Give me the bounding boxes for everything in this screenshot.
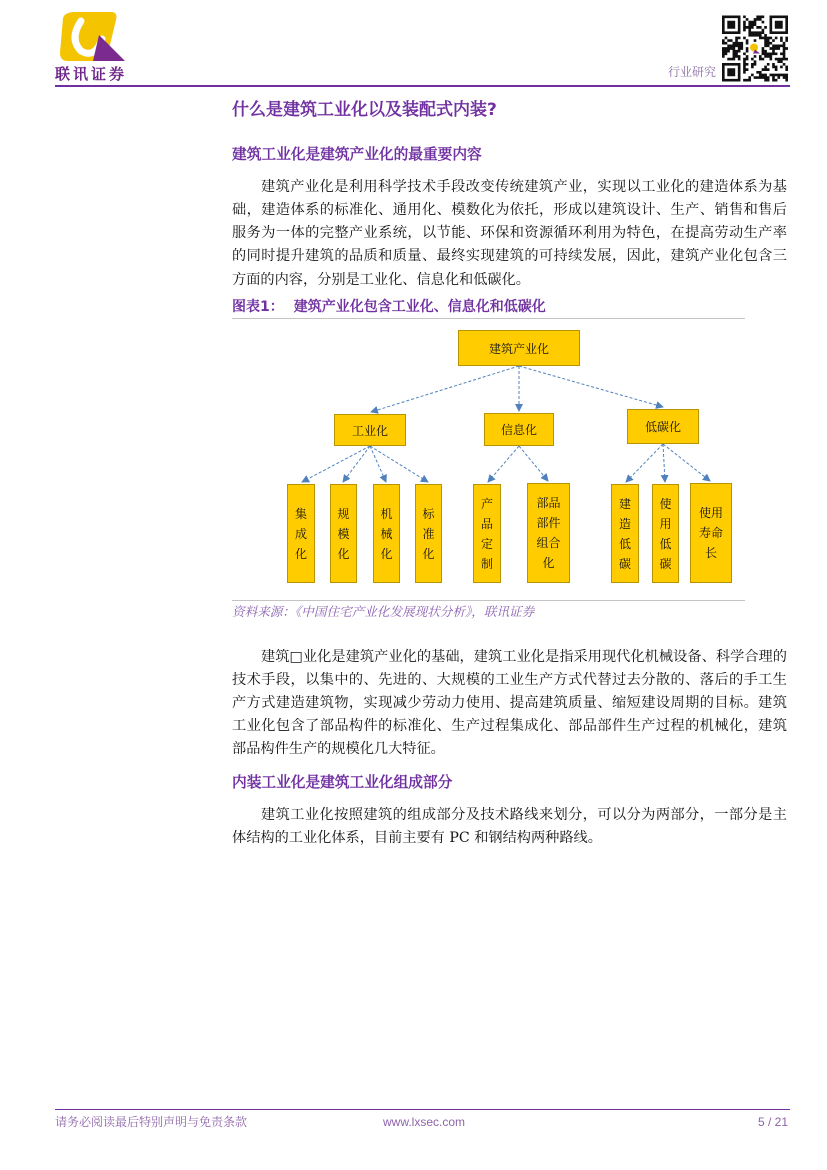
arrow-industrialization-to-scale — [343, 446, 370, 482]
paragraph-line: 体结构的工业化体系，目前主要有 PC 和钢结构两种路线。 — [232, 829, 602, 846]
figure-caption — [232, 298, 546, 316]
diagram-node-label: 低碳化 — [644, 420, 681, 434]
diagram-leaf-product-customization — [473, 484, 501, 583]
paragraph-line: 建筑产业化是利用科学技术手段改变传统建筑产业，实现以工业化的建造体系为基 — [261, 179, 787, 195]
page-number: 5 / 21 — [757, 1115, 788, 1129]
page-title: 什么是建筑工业化以及装配式内装? — [232, 100, 497, 120]
company-logo — [55, 9, 127, 65]
arrow-informatization-to-component-assembly — [519, 446, 548, 481]
paragraph-line: 部品构件生产的规模化几大特征。 — [232, 741, 445, 758]
paragraph-line: 的同时提升建筑的品质和质量、最终实现建筑的可持续发展，因此，建筑产业化包含三 — [232, 248, 787, 265]
arrow-industrialization-to-standardization — [370, 446, 428, 482]
paragraph-line: 建筑工业化按照建筑的组成部分及技术路线来划分，可以分为两部分，一部分是主 — [261, 806, 787, 823]
arrow-low-carbon-to-construction — [626, 444, 663, 482]
diagram-leaf-label: 集成化 — [294, 506, 307, 561]
diagram-leaf-low-carbon-use — [652, 484, 679, 583]
arrow-industrialization-to-mechanization — [370, 446, 386, 482]
paragraph-line: 工业化包含了部品构件的标准化、生产过程集成化、部品部件生产过程的机械化，建筑 — [232, 717, 787, 734]
arrow-industrialization-to-integration — [302, 446, 370, 482]
paragraph — [232, 804, 787, 850]
footer-website-link[interactable]: www.lxsec.com — [383, 1115, 466, 1129]
paragraph — [232, 176, 787, 292]
paragraph-line: 服务为一体的完整产业系统，以节能、环保和资源循环利用为特色，在提高劳动生产率 — [232, 225, 787, 242]
paragraph-line: 础，建造体系的标准化、通用化、模数化为依托，形成以建筑设计、生产、销售和售后 — [232, 202, 787, 219]
arrow-root-to-industrialization — [371, 366, 519, 412]
arrow-low-carbon-to-usage — [663, 444, 665, 482]
section-heading: 内装工业化是建筑工业化组成部分 — [232, 774, 453, 791]
qr-center-logo-yellow — [750, 44, 758, 52]
section-heading: 建筑工业化是建筑产业化的最重要内容 — [232, 146, 482, 163]
logo-text: 联讯证券 — [55, 65, 128, 83]
arrow-root-to-low-carbon — [519, 366, 663, 407]
paragraph-line: 技术手段，以集中的、先进的、大规模的工业生产方式代替过去分散的、落后的手工生 — [232, 671, 787, 688]
diagram-leaf-scale — [330, 484, 357, 583]
figure-top-rule — [232, 318, 745, 319]
figure-bottom-rule — [232, 600, 745, 601]
diagram-node-label: 建筑产业化 — [488, 341, 549, 356]
diagram-node-label: 工业化 — [351, 423, 388, 438]
diagram-node-root — [458, 330, 580, 366]
arrow-low-carbon-to-service-life — [663, 444, 710, 481]
diagram-leaf-label: 使用寿命长 — [698, 506, 723, 560]
diagram-leaf-label: 建造低碳 — [618, 496, 631, 571]
footer-disclaimer: 请务必阅读最后特别声明与免责条款 — [55, 1115, 248, 1129]
paragraph-line: 建筑□业化是建筑产业化的基础，建筑工业化是指采用现代化机械设备、科学合理的 — [261, 648, 787, 665]
diagram-node-industrialization — [334, 414, 406, 446]
figure-source: 资料来源：《中国住宅产业化发展现状分析》，联讯证券 — [232, 604, 535, 619]
arrow-informatization-to-customization — [488, 446, 519, 482]
paragraph-line: 产方式建造建筑物，实现减少劳动力使用、提高建筑质量、缩短建设周期的目标。建筑 — [232, 694, 787, 711]
diagram-node-informatization — [484, 413, 554, 446]
footer-divider — [55, 1109, 790, 1110]
diagram-leaf-label: 标准化 — [422, 506, 435, 561]
diagram-leaf-long-service-life — [690, 483, 732, 583]
diagram-leaf-label: 使用低碳 — [659, 496, 672, 571]
diagram-leaf-mechanization — [373, 484, 400, 583]
diagram-leaf-label: 规模化 — [337, 506, 350, 561]
diagram-leaf-low-carbon-construction — [611, 484, 639, 583]
diagram-node-low-carbon — [627, 409, 699, 444]
diagram-node-label: 信息化 — [500, 423, 537, 437]
diagram-leaf-label: 产品定制 — [480, 496, 493, 571]
paragraph-line: 方面的内容，分别是工业化、信息化和低碳化。 — [232, 271, 530, 288]
diagram-leaf-label: 部品部件组合化 — [536, 496, 561, 570]
qr-code — [722, 15, 788, 82]
diagram-leaf-component-assembly — [527, 483, 570, 583]
report-type-label: 行业研究 — [668, 65, 717, 79]
header-divider — [55, 85, 790, 87]
diagram-leaf-integration — [287, 484, 315, 583]
hierarchy-diagram — [232, 320, 745, 600]
figure-caption-title: 建筑产业化包含工业化、信息化和低碳化 — [293, 299, 546, 315]
figure-caption-label: 图表1： — [232, 299, 284, 315]
diagram-leaf-label: 机械化 — [380, 506, 393, 561]
diagram-leaf-standardization — [415, 484, 442, 583]
paragraph — [232, 646, 787, 762]
